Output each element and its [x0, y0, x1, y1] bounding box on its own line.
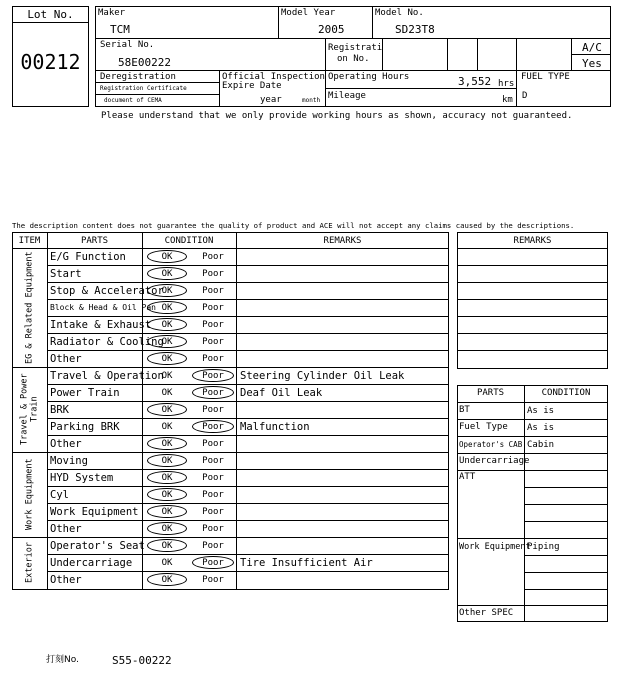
selected-condition-circle: [147, 284, 187, 297]
registration-certificate-label: Registration Certificate: [100, 85, 187, 92]
part-label: Operator's Seat: [50, 539, 145, 552]
registration-label: Registrati: [328, 43, 383, 53]
part-label: HYD System: [50, 471, 114, 484]
condition-poor[interactable]: Poor: [202, 336, 224, 347]
condition-poor[interactable]: Poor: [202, 353, 224, 364]
selected-condition-circle: [147, 488, 187, 501]
selected-condition-circle: [147, 437, 187, 450]
selected-condition-circle: [147, 403, 187, 416]
model-year-label: Model Year: [281, 8, 336, 18]
mileage-label: Mileage: [328, 91, 366, 101]
spec-part-att: ATT: [459, 472, 476, 482]
selected-condition-circle: [147, 471, 187, 484]
item-group-label: Travel & Power Train: [19, 373, 40, 446]
condition-poor[interactable]: Poor: [202, 302, 224, 313]
part-label: Intake & Exhaust: [50, 318, 152, 331]
remark-text: Deaf Oil Leak: [240, 386, 323, 399]
selected-condition-circle: [147, 454, 187, 467]
part-label: Other: [50, 352, 82, 365]
km-label: km: [502, 95, 513, 105]
condition-ok[interactable]: OK: [161, 523, 173, 534]
part-label: Work Equipment: [50, 505, 139, 518]
part-label: Power Train: [50, 386, 120, 399]
condition-poor[interactable]: Poor: [202, 540, 224, 551]
condition-ok[interactable]: OK: [161, 472, 173, 483]
selected-condition-circle: [192, 420, 234, 433]
condition-ok[interactable]: OK: [161, 370, 173, 381]
model-no-value: SD23T8: [395, 23, 435, 36]
right-remarks-header: REMARKS: [513, 236, 552, 246]
selected-condition-circle: [147, 267, 187, 280]
spec-condition-work-equipment: Piping: [527, 542, 560, 552]
spec-part-fuel-type: Fuel Type: [459, 422, 508, 432]
spec-part-other-spec: Other SPEC: [459, 608, 514, 618]
condition-ok[interactable]: OK: [161, 574, 173, 585]
selected-condition-circle: [147, 522, 187, 535]
spec-part-operators-cab: Operator's CAB: [459, 440, 523, 449]
condition-poor[interactable]: Poor: [202, 421, 224, 432]
hours-notice: Please understand that we only provide working hours as shown, accuracy not guaranteed.: [101, 111, 573, 121]
condition-poor[interactable]: Poor: [202, 455, 224, 466]
condition-poor[interactable]: Poor: [202, 370, 224, 381]
item-group-label: Exterior: [24, 542, 35, 583]
serial-label: Serial No.: [100, 40, 155, 50]
selected-condition-circle: [147, 335, 187, 348]
part-label: Block & Head & Oil Pan: [50, 303, 156, 312]
condition-ok[interactable]: OK: [161, 557, 173, 568]
spec-condition-bt: As is: [527, 406, 555, 416]
spec-parts-header: PARTS: [476, 388, 505, 398]
condition-poor[interactable]: Poor: [202, 489, 224, 500]
condition-poor[interactable]: Poor: [202, 251, 224, 262]
condition-poor[interactable]: Poor: [202, 472, 224, 483]
spec-condition-fuel-type: As is: [527, 423, 555, 433]
condition-poor[interactable]: Poor: [202, 438, 224, 449]
condition-ok[interactable]: OK: [161, 319, 173, 330]
part-label: Travel & Operation: [50, 369, 164, 382]
serial-value: 58E00222: [118, 56, 171, 69]
selected-condition-circle: [192, 369, 234, 382]
selected-condition-circle: [192, 556, 234, 569]
selected-condition-circle: [147, 301, 187, 314]
part-label: Start: [50, 267, 82, 280]
condition-poor[interactable]: Poor: [202, 387, 224, 398]
model-year-value: 2005: [318, 23, 345, 36]
remark-text: Steering Cylinder Oil Leak: [240, 369, 405, 382]
condition-poor[interactable]: Poor: [202, 285, 224, 296]
year-label: year: [260, 95, 282, 105]
part-label: Cyl: [50, 488, 69, 501]
condition-ok[interactable]: OK: [161, 506, 173, 517]
part-label: E/G Function: [50, 250, 126, 263]
lot-label: Lot No.: [27, 8, 74, 21]
registration-label-2: on No.: [337, 54, 370, 64]
condition-poor[interactable]: Poor: [202, 557, 224, 568]
condition-poor[interactable]: Poor: [202, 574, 224, 585]
condition-ok[interactable]: OK: [161, 455, 173, 466]
selected-condition-circle: [147, 250, 187, 263]
condition-ok[interactable]: OK: [161, 251, 173, 262]
condition-poor[interactable]: Poor: [202, 523, 224, 534]
selected-condition-circle: [147, 573, 187, 586]
lot-number: 00212: [20, 50, 81, 74]
item-group-label: Work Equipment: [24, 458, 35, 531]
condition-ok[interactable]: OK: [161, 285, 173, 296]
part-label: Parking BRK: [50, 420, 120, 433]
condition-ok[interactable]: OK: [161, 353, 173, 364]
part-label: Undercarriage: [50, 556, 133, 569]
item-group-label: EG & Related Equipment: [24, 251, 35, 364]
operating-hours-value: 3,552: [458, 75, 492, 88]
selected-condition-circle: [147, 505, 187, 518]
cema-label: document of CEMA: [104, 97, 162, 104]
deregistration-label: Deregistration: [100, 72, 176, 82]
spec-part-undercarriage: Undercarriage: [459, 456, 530, 466]
model-no-label: Model No.: [375, 8, 424, 18]
condition-ok[interactable]: OK: [161, 268, 173, 279]
condition-poor[interactable]: Poor: [202, 319, 224, 330]
condition-poor[interactable]: Poor: [202, 268, 224, 279]
condition-ok[interactable]: OK: [161, 387, 173, 398]
spec-part-bt: BT: [459, 405, 470, 415]
condition-ok[interactable]: OK: [161, 336, 173, 347]
operating-hours-label: Operating Hours: [328, 72, 410, 82]
condition-ok[interactable]: OK: [161, 302, 173, 313]
spec-condition-operators-cab: Cabin: [527, 440, 555, 450]
inspection-label-2: Expire Date: [222, 81, 282, 91]
part-label: Other: [50, 573, 82, 586]
selected-condition-circle: [147, 352, 187, 365]
maker-value: TCM: [110, 23, 130, 36]
fuel-type-label: FUEL TYPE: [521, 72, 570, 82]
fuel-type-value: D: [522, 91, 528, 101]
parts-header: PARTS: [80, 236, 109, 246]
part-label: Moving: [50, 454, 88, 467]
inspection-label: Official Inspection: [222, 72, 325, 82]
spec-part-work-equipment: Work Equipment: [459, 542, 531, 552]
condition-poor[interactable]: Poor: [202, 404, 224, 415]
part-label: Other: [50, 522, 82, 535]
part-label: Stop & Accelerator: [50, 284, 164, 297]
remark-text: Tire Insufficient Air: [240, 556, 373, 569]
part-label: BRK: [50, 403, 69, 416]
month-label: month: [302, 97, 321, 104]
selected-condition-circle: [147, 318, 187, 331]
condition-ok[interactable]: OK: [161, 421, 173, 432]
selected-condition-circle: [147, 539, 187, 552]
ac-label: A/C: [582, 41, 602, 54]
maker-label: Maker: [98, 8, 126, 18]
condition-header: CONDITION: [164, 236, 214, 246]
part-label: Other: [50, 437, 82, 450]
remark-text: Malfunction: [240, 420, 310, 433]
condition-ok[interactable]: OK: [161, 404, 173, 415]
selected-condition-circle: [192, 386, 234, 399]
condition-ok[interactable]: OK: [161, 438, 173, 449]
condition-ok[interactable]: OK: [161, 540, 173, 551]
remarks-header: REMARKS: [323, 236, 362, 246]
stamp-label: 打刻No.: [46, 655, 79, 665]
part-label: Radiator & Cooling: [50, 335, 164, 348]
item-header: ITEM: [18, 236, 41, 246]
hrs-label: hrs: [498, 79, 515, 89]
condition-poor[interactable]: Poor: [202, 506, 224, 517]
spec-condition-header: CONDITION: [541, 388, 591, 398]
description-notice: The description content does not guarantee the quality of product and ACE will not accept any claims caused by the descriptions.: [12, 221, 575, 230]
condition-ok[interactable]: OK: [161, 489, 173, 500]
stamp-value: S55-00222: [112, 654, 172, 667]
ac-value: Yes: [582, 57, 602, 70]
